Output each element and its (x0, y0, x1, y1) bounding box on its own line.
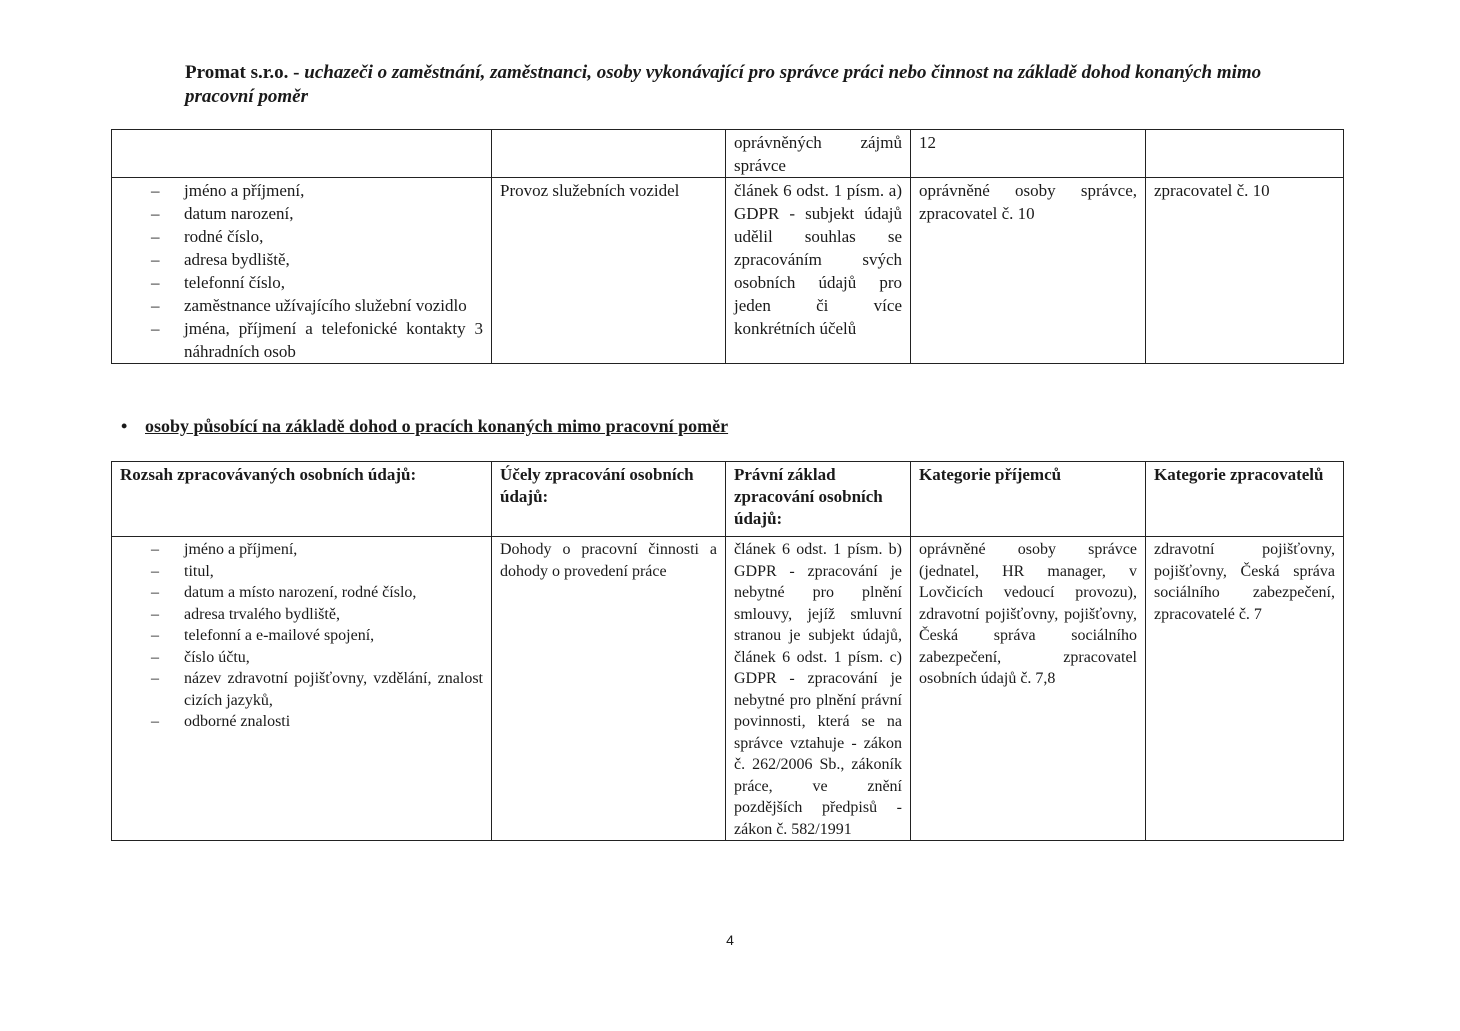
column-header: Rozsah zpracovávaných osobních údajů: (112, 462, 492, 537)
recipients-cell: oprávněné osoby správce, zpracovatel č. 10 (911, 178, 1146, 364)
list-item: – odborné znalosti (184, 711, 483, 733)
table-cell: oprávněných zájmů správce (726, 130, 911, 178)
header-subtitle: uchazeči o zaměstnání, zaměstnanci, osoby vykonávající pro správce práci nebo činnost na základě dohod konaných mimo pracovní poměr (185, 62, 1262, 107)
document-header (185, 61, 1285, 109)
company-name: Promat s.r.o. - (185, 62, 300, 83)
bullet-icon: • (121, 416, 128, 436)
table-header-row (112, 462, 1344, 537)
table-cell (1146, 130, 1344, 178)
list-item: – číslo účtu, (184, 647, 483, 669)
list-item: – jméno a příjmení, (184, 179, 483, 202)
purpose-cell: Provoz služebních vozidel (492, 178, 726, 364)
column-header: Účely zpracování osobních údajů: (492, 462, 726, 537)
list-item: – telefonní a e-mailové spojení, (184, 625, 483, 647)
list-item: – datum a místo narození, rodné číslo, (184, 582, 483, 604)
list-item: – rodné číslo, (184, 225, 483, 248)
data-scope-cell (112, 178, 492, 364)
table-cell (112, 130, 492, 178)
table-row (112, 178, 1344, 364)
list-item: – adresa trvalého bydliště, (184, 604, 483, 626)
list-item: – telefonní číslo, (184, 271, 483, 294)
list-item: – zaměstnance užívajícího služební vozidlo (184, 294, 483, 317)
table-row (112, 130, 1344, 178)
page-number: 4 (726, 932, 734, 948)
legal-basis-cell: článek 6 odst. 1 písm. a) GDPR - subjekt údajů udělil souhlas se zpracováním svých osobních údajů pro jeden či více konkrétních účelů (726, 178, 911, 364)
table-row (112, 537, 1344, 841)
column-header: Právní základ zpracování osobních údajů: (726, 462, 911, 537)
list-item: – datum narození, (184, 202, 483, 225)
recipients-cell: oprávněné osoby správce (jednatel, HR manager, v Lovčicích vedoucí provozu), zdravotní pojišťovny, pojišťovny, Česká správa sociálního zabezpečení, zpracovatel osobních údajů č. 7,8 (911, 537, 1146, 841)
section-heading-text: osoby působící na základě dohod o pracích konaných mimo pracovní poměr (145, 416, 729, 436)
section-heading (121, 414, 728, 438)
purpose-cell: Dohody o pracovní činnosti a dohody o provedení práce (492, 537, 726, 841)
processing-table-continued (111, 129, 1344, 364)
list-item: – adresa bydliště, (184, 248, 483, 271)
column-header: Kategorie příjemců (911, 462, 1146, 537)
data-scope-list (120, 539, 483, 733)
table-cell (492, 130, 726, 178)
column-header: Kategorie zpracovatelů (1146, 462, 1344, 537)
data-scope-list (120, 179, 483, 363)
data-scope-cell (112, 537, 492, 841)
table-cell: 12 (911, 130, 1146, 178)
legal-basis-cell: článek 6 odst. 1 písm. b) GDPR - zpracování je nebytné pro plnění smlouvy, jejíž smluvní stranou je subjekt údajů, článek 6 odst. 1 písm. c) GDPR - zpracování je nebytné pro plnění právní povinnosti, která se na správce vztahuje - zákon č. 262/2006 Sb., zákoník práce, ve znění pozdějších předpisů - zákon č. 582/1991 (726, 537, 911, 841)
list-item: – titul, (184, 561, 483, 583)
list-item: – jména, příjmení a telefonické kontakty 3 náhradních osob (184, 317, 483, 363)
processing-table (111, 461, 1344, 841)
list-item: – jméno a příjmení, (184, 539, 483, 561)
processors-cell: zdravotní pojišťovny, pojišťovny, Česká správa sociálního zabezpečení, zpracovatelé č. 7 (1146, 537, 1344, 841)
list-item: – název zdravotní pojišťovny, vzdělání, znalost cizích jazyků, (184, 668, 483, 711)
processors-cell: zpracovatel č. 10 (1146, 178, 1344, 364)
